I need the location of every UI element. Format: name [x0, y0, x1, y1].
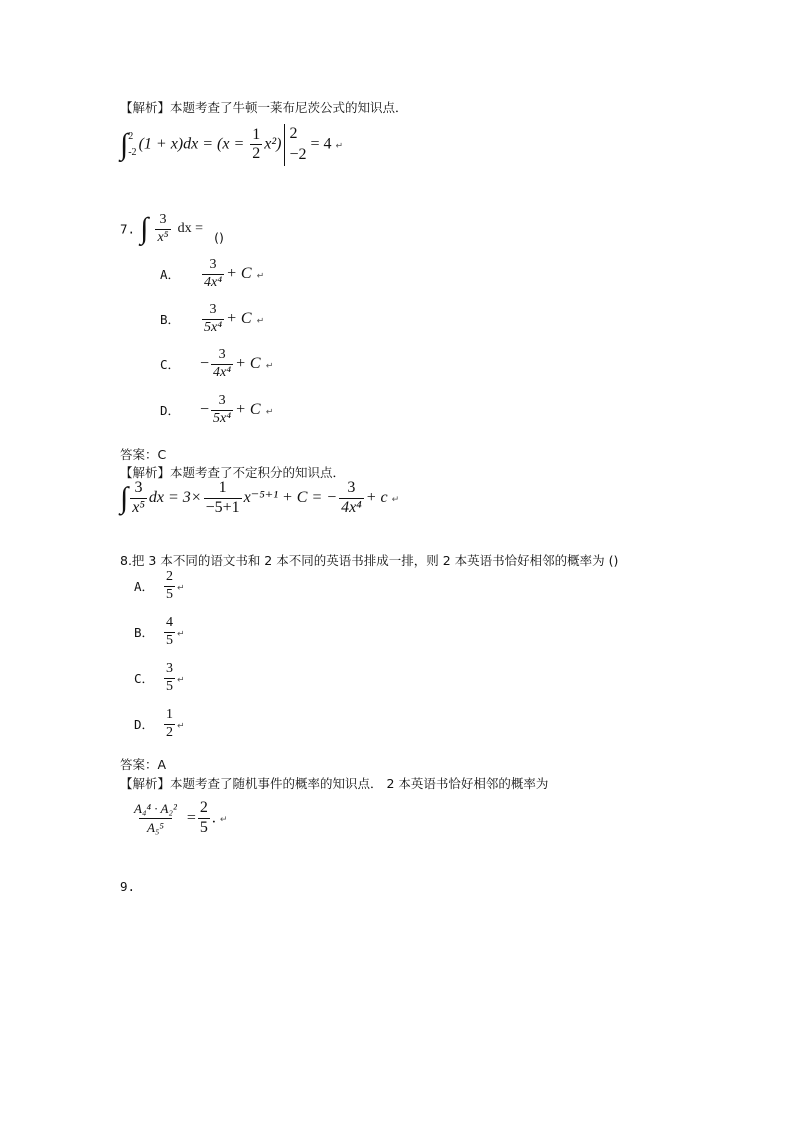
q6-formula: ∫ 2 -2 (1 + x)dx = (x = $\frac{1}{2}$ x²) 2 −2 = 4 ↵: [120, 124, 343, 166]
option-label: D．: [160, 403, 181, 419]
q7-stem: 7. ∫ $\frac{3}{\text{x⁵}}$ dx = (): [120, 212, 224, 246]
q6-upper: 2: [128, 130, 134, 142]
q8-answer: 答案：A: [120, 757, 167, 772]
q6-x-squared: x²): [264, 135, 282, 153]
q7-option-b: B． $\frac{3}{\text{5x⁴}}$ + C ↵: [160, 302, 265, 335]
q7-option-d: D． − $\frac{3}{\text{5x⁴}}$ + C ↵: [160, 393, 274, 426]
q7-option-a: A． $\frac{3}{\text{4x⁴}}$ + C ↵: [160, 257, 265, 290]
q6-integrand: (1 + x)dx = (x =: [138, 135, 249, 153]
q8-option-a: A． $\frac{2}{5}$ ↵: [134, 569, 185, 602]
q6-result: = 4: [310, 135, 332, 153]
q7-option-c: C． − $\frac{3}{\text{4x⁴}}$ + C ↵: [160, 347, 274, 380]
q7-solution: ∫ $\frac{3}{\text{x⁵}}$ dx = 3× $\frac{1}{-5+1}$ x⁻⁵⁺¹ + C = − $\frac{3}{\text{4x⁴}}$ + c ↵: [120, 479, 400, 516]
option-label: B．: [134, 625, 155, 641]
q7-stem-den: x⁵: [157, 229, 169, 245]
q6-half-num: 1: [252, 125, 261, 143]
q8-solution: $\frac{\text{A₄⁴ · A₂²}}{\text{A₅⁵}}$ = $\frac{2}{5}$ . ↵: [134, 799, 228, 836]
q7-number: 7.: [120, 221, 136, 237]
option-label: D．: [134, 717, 155, 733]
q6-analysis: 【解析】本题考查了牛顿一莱布尼茨公式的知识点．: [120, 100, 408, 115]
return-mark: ↵: [335, 141, 344, 152]
q6-lower: -2: [128, 146, 137, 158]
q8-option-b: B． $\frac{4}{5}$ ↵: [134, 615, 185, 648]
q8-stem: 8.把 3 本不同的语文书和 2 本不同的英语书排成一排，则 2 本英语书恰好相邻的概率为 (): [120, 553, 619, 568]
option-label: C．: [134, 671, 155, 687]
q8-option-d: D． $\frac{1}{2}$ ↵: [134, 707, 185, 740]
q7-paren: (): [214, 230, 224, 246]
q7-stem-num: 3: [159, 212, 167, 227]
option-label: A．: [134, 579, 155, 595]
option-label: C．: [160, 357, 181, 373]
q8-option-c: C． $\frac{3}{5}$ ↵: [134, 661, 185, 694]
option-label: A．: [160, 267, 181, 283]
q6-bar-top: 2: [289, 125, 298, 142]
q7-analysis: 【解析】本题考查了不定积分的知识点．: [120, 465, 346, 480]
q7-stem-tail: dx =: [177, 221, 204, 237]
q9-number: 9.: [120, 879, 136, 894]
q7-answer: 答案：C: [120, 447, 167, 462]
q6-half-den: 2: [252, 145, 261, 163]
q6-bar-bottom: −2: [289, 145, 307, 163]
option-label: B．: [160, 312, 181, 328]
q8-analysis: 【解析】本题考查了随机事件的概率的知识点． 2 本英语书恰好相邻的概率为: [120, 776, 549, 791]
